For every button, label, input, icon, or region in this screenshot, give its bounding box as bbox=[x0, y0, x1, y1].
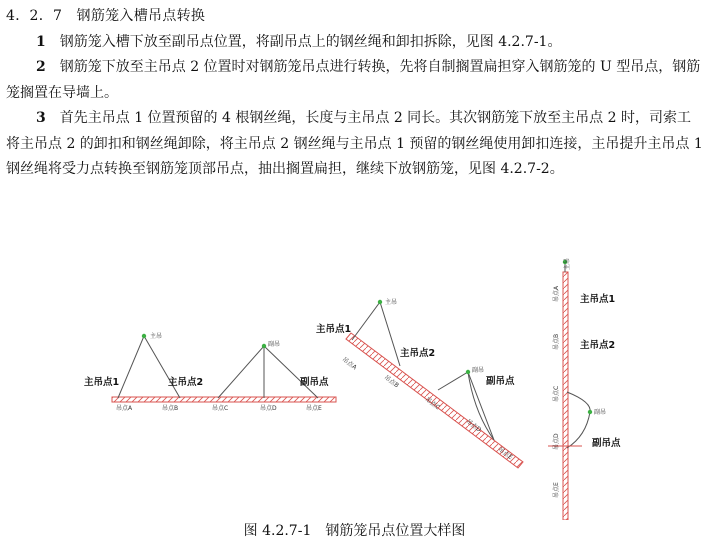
point-c-label: 吊点C bbox=[553, 385, 560, 402]
hook-aux-label: 副吊 bbox=[268, 341, 281, 348]
point-b-label: 吊点B bbox=[162, 405, 179, 412]
paragraph-2 bbox=[6, 55, 704, 106]
label-main-2: 主吊点2 bbox=[580, 340, 616, 351]
label-aux: 副吊点 bbox=[300, 377, 329, 388]
panel-vertical bbox=[548, 258, 621, 520]
point-d-label: 吊点D bbox=[260, 405, 277, 412]
paragraph-text: 钢筋笼入槽下放至副吊点位置，将副吊点上的钢丝绳和卸扣拆除，见图 4.2.7-1。 bbox=[59, 33, 562, 50]
hook-main-label: 主吊 bbox=[385, 299, 398, 306]
rope-aux-hook bbox=[218, 346, 318, 398]
hook-main-label: 主吊 bbox=[150, 333, 163, 340]
point-a-label: 吊点A bbox=[340, 356, 358, 372]
point-e-label: 吊点E bbox=[553, 482, 560, 498]
label-main-2: 主吊点2 bbox=[168, 377, 204, 388]
hook-aux-icon bbox=[588, 410, 592, 414]
hook-aux-icon bbox=[466, 370, 470, 374]
document-body bbox=[6, 4, 704, 183]
label-aux: 副吊点 bbox=[486, 376, 515, 387]
point-c-label: 吊点C bbox=[212, 405, 229, 412]
label-main-1: 主吊点1 bbox=[84, 377, 120, 388]
hook-aux-label: 副吊 bbox=[472, 367, 485, 374]
cage-horizontal bbox=[112, 397, 336, 402]
paragraph-number: 1 bbox=[36, 33, 46, 50]
point-c-label: 吊点C bbox=[423, 396, 441, 412]
paragraph-text: 钢筋笼下放至主吊点 2 位置时对钢筋笼吊点进行转换，先将自制搁置扁担穿入钢筋笼的 U 型吊点，钢筋笼搁置在导墙上。 bbox=[6, 59, 701, 101]
cage-vertical bbox=[563, 272, 568, 520]
point-b-label: 吊点B bbox=[382, 374, 400, 390]
label-main-1: 主吊点1 bbox=[316, 324, 352, 335]
paragraph-number: 2 bbox=[36, 59, 46, 75]
hook-main-label: 主吊 bbox=[564, 257, 571, 270]
figure-caption: 图 4.2.7-1 钢筋笼吊点位置大样图 bbox=[243, 523, 466, 539]
paragraph-text: 首先主吊点 1 位置预留的 4 根钢丝绳，长度与主吊点 2 同长。其次钢筋笼下放至主吊点 2 时，司索工将主吊点 2 的卸扣和钢丝绳卸除，将主吊点 2 钢丝绳与主吊点 1 预留的钢丝绳使用卸扣连接，主吊提升主吊点 1 钢丝绳将受力点转换至钢筋笼顶部吊点，抽出搁置扁担，继续下放钢筋笼，见图 4.2.7-2。 bbox=[6, 110, 703, 177]
label-aux: 副吊点 bbox=[592, 438, 621, 449]
paragraph-1 bbox=[6, 30, 704, 56]
hook-aux-label: 副吊 bbox=[594, 409, 607, 416]
label-main-1: 主吊点1 bbox=[580, 294, 616, 305]
point-e-label: 吊点E bbox=[306, 405, 322, 412]
hook-main-icon bbox=[378, 300, 382, 304]
panel-inclined bbox=[316, 298, 523, 468]
point-e-label: 吊点E bbox=[496, 446, 514, 462]
panel-horizontal bbox=[84, 332, 336, 412]
rope-aux-vertical bbox=[567, 392, 590, 448]
paragraph-3 bbox=[6, 106, 704, 183]
point-a-label: 吊点A bbox=[116, 405, 133, 412]
label-main-2: 主吊点2 bbox=[400, 348, 436, 359]
paragraph-number: 3 bbox=[36, 110, 46, 126]
hook-main-icon bbox=[142, 334, 146, 338]
point-d-label: 吊点D bbox=[553, 433, 560, 450]
hook-aux-icon bbox=[262, 344, 266, 348]
lifting-points-diagram bbox=[0, 250, 709, 520]
section-heading: 4．2．7 钢筋笼入槽吊点转换 bbox=[6, 8, 206, 24]
point-d-label: 吊点D bbox=[464, 418, 483, 434]
point-b-label: 吊点B bbox=[553, 333, 560, 350]
point-a-label: 吊点A bbox=[553, 285, 560, 302]
rope-main-hook bbox=[118, 336, 180, 398]
